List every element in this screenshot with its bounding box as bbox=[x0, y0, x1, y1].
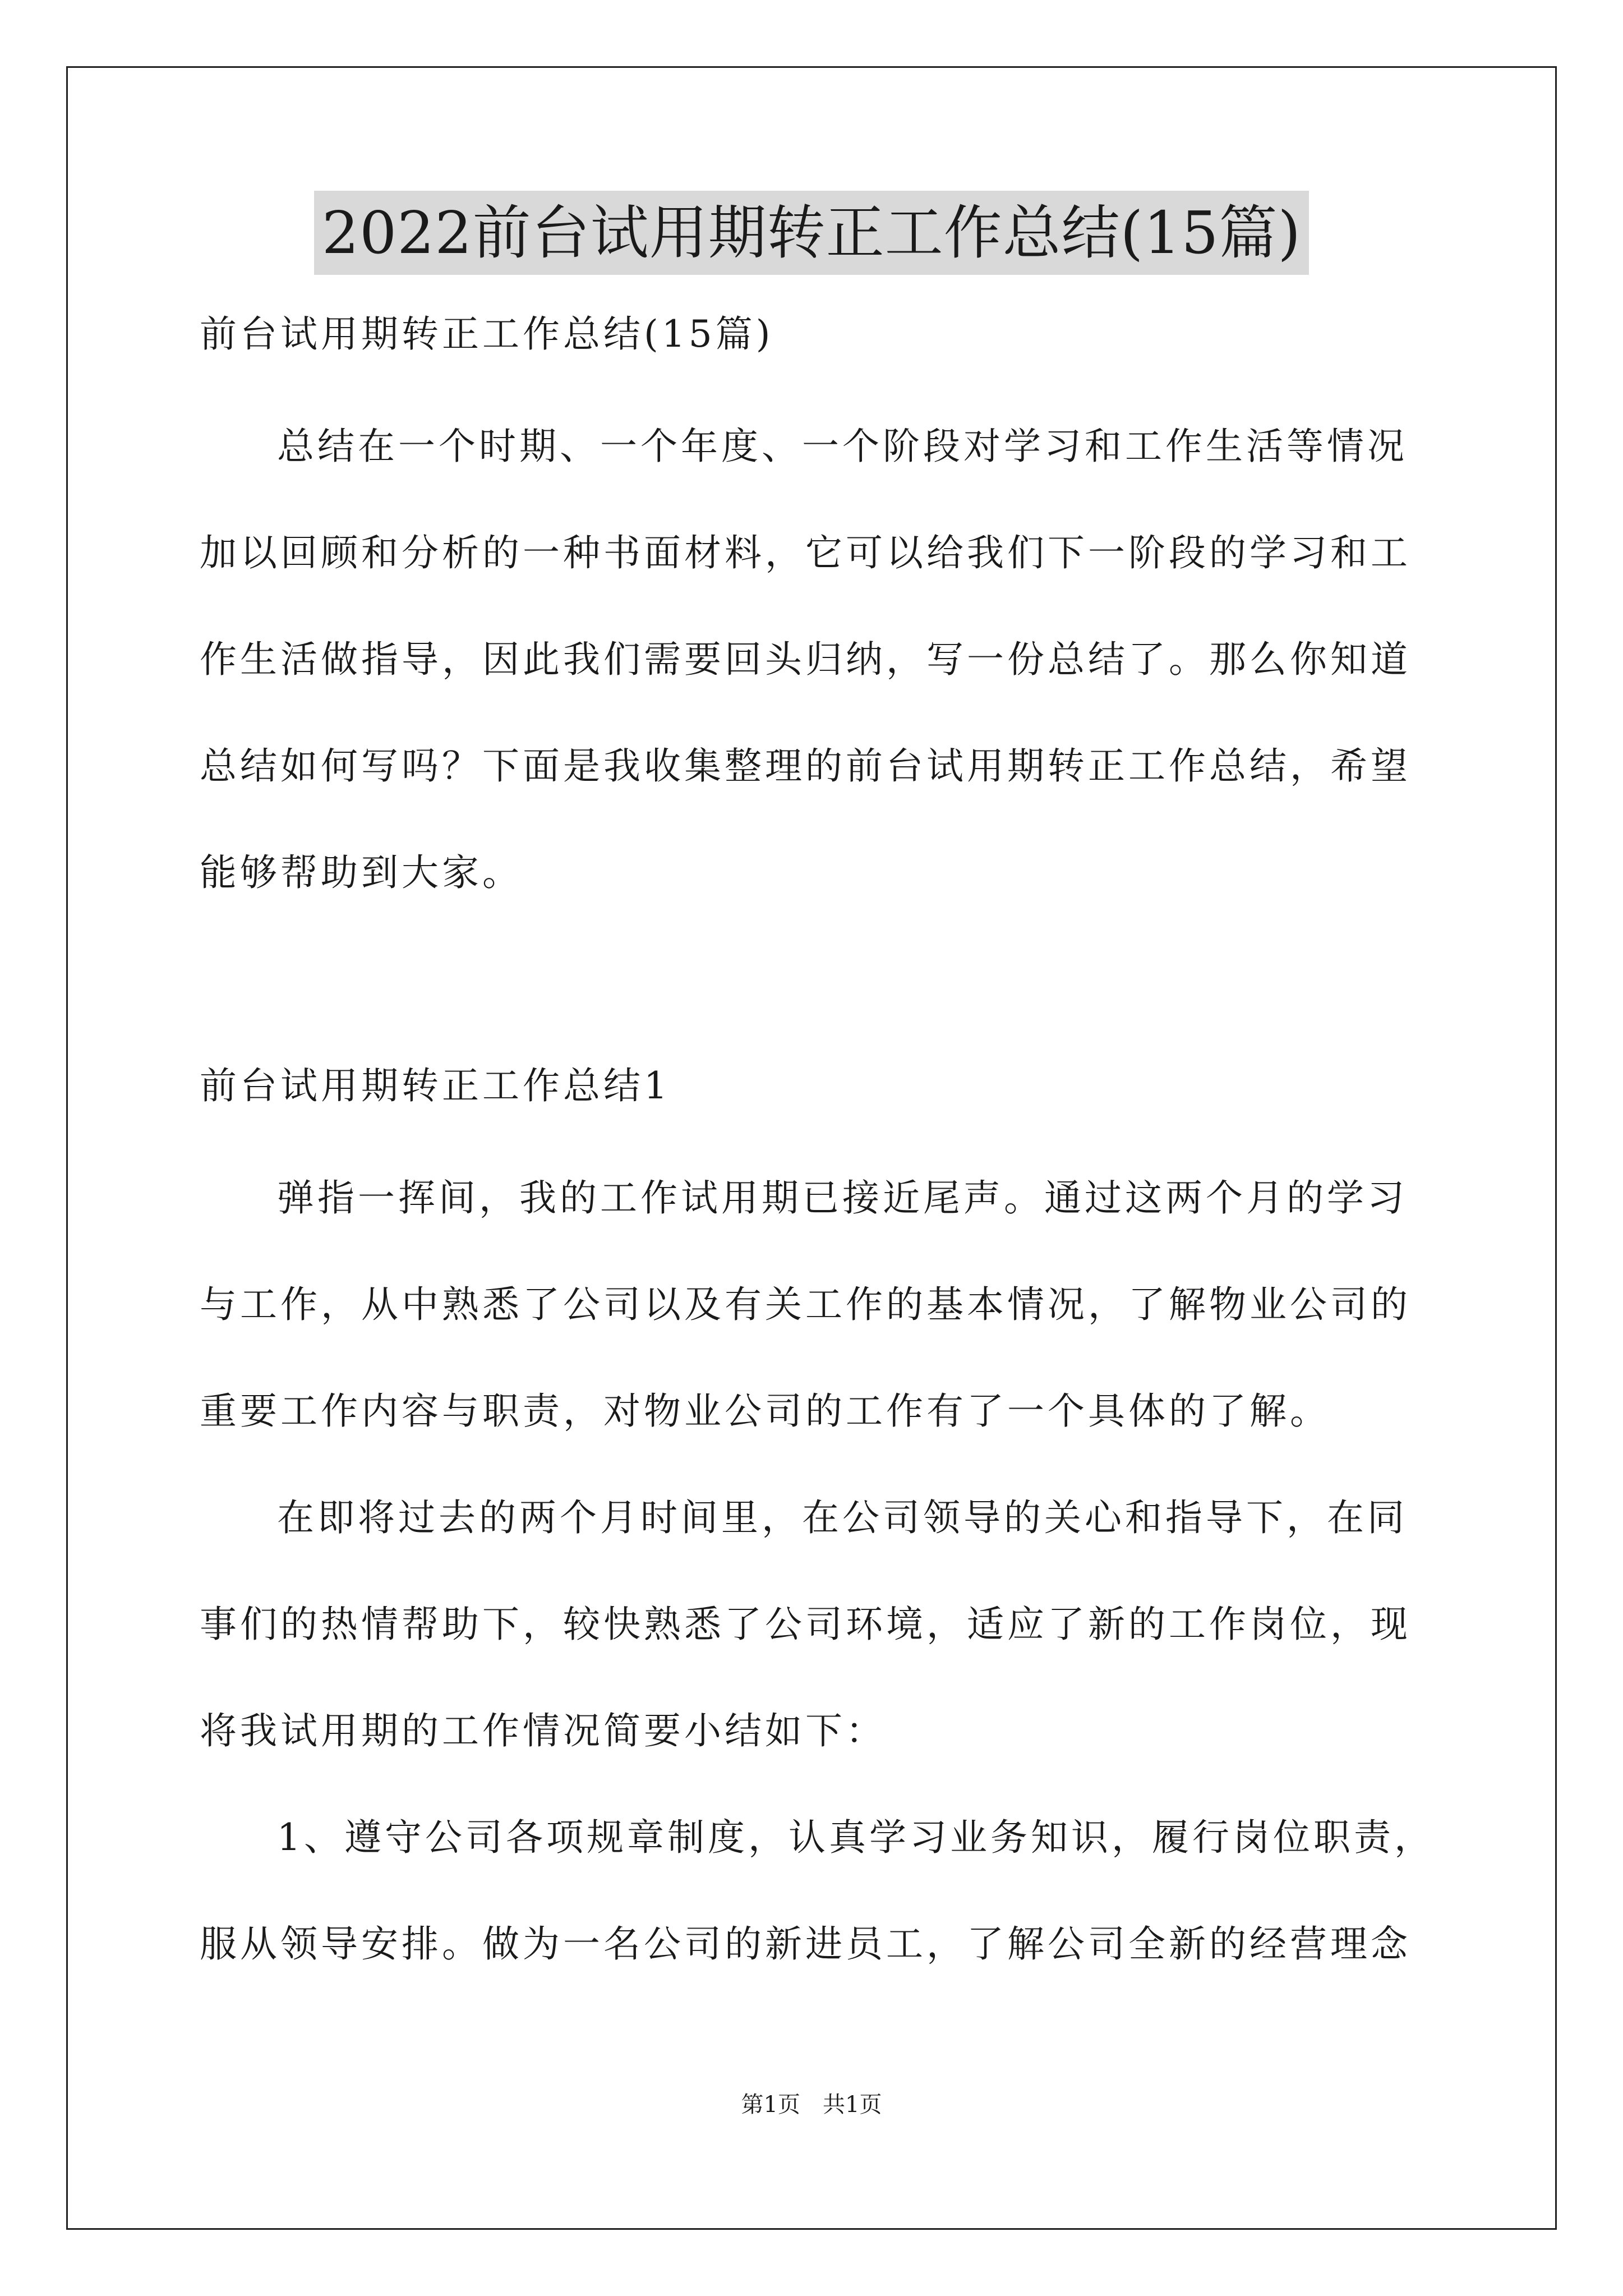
paragraph-line: 事们的热情帮助下，较快熟悉了公司环境，适应了新的工作岗位，现 bbox=[200, 1603, 1411, 1646]
paragraph-line: 重要工作内容与职责，对物业公司的工作有了一个具体的了解。 bbox=[200, 1389, 1330, 1433]
paragraph-1 bbox=[200, 1171, 1428, 1438]
document-subtitle: 前台试用期转正工作总结(15篇) bbox=[200, 312, 774, 356]
paragraph-line: 弹指一挥间，我的工作试用期已接近尾声。通过这两个月的学习 bbox=[277, 1176, 1408, 1220]
page-total: 共1页 bbox=[823, 2092, 882, 2118]
intro-line: 总结在一个时期、一个年度、一个阶段对学习和工作生活等情况 bbox=[277, 425, 1408, 468]
paragraph-line: 1、遵守公司各项规章制度，认真学习业务知识，履行岗位职责， bbox=[277, 1816, 1435, 1859]
title-container bbox=[0, 191, 1623, 275]
paragraph-line: 与工作，从中熟悉了公司以及有关工作的基本情况，了解物业公司的 bbox=[200, 1283, 1411, 1326]
intro-line: 能够帮助到大家。 bbox=[200, 851, 523, 894]
intro-line: 作生活做指导，因此我们需要回头归纳，写一份总结了。那么你知道 bbox=[200, 638, 1411, 681]
page-number: 第1页 bbox=[741, 2092, 800, 2118]
intro-line: 总结如何写吗？下面是我收集整理的前台试用期转正工作总结，希望 bbox=[200, 744, 1411, 788]
paragraph-3 bbox=[200, 1811, 1435, 1971]
paragraph-line: 服从领导安排。做为一名公司的新进员工，了解公司全新的经营理念 bbox=[200, 1922, 1411, 1966]
paragraph-line: 在即将过去的两个月时间里，在公司领导的关心和指导下，在同 bbox=[277, 1496, 1408, 1539]
paragraph-2 bbox=[200, 1491, 1428, 1757]
page-footer bbox=[0, 2088, 1623, 2122]
section-heading: 前台试用期转正工作总结1 bbox=[200, 1064, 671, 1107]
document-body bbox=[200, 307, 1435, 1971]
document-title: 2022前台试用期转正工作总结(15篇) bbox=[314, 191, 1309, 275]
intro-paragraph bbox=[200, 420, 1428, 899]
paragraph-line: 将我试用期的工作情况简要小结如下： bbox=[200, 1709, 886, 1752]
intro-line: 加以回顾和分析的一种书面材料，它可以给我们下一阶段的学习和工 bbox=[200, 531, 1411, 574]
